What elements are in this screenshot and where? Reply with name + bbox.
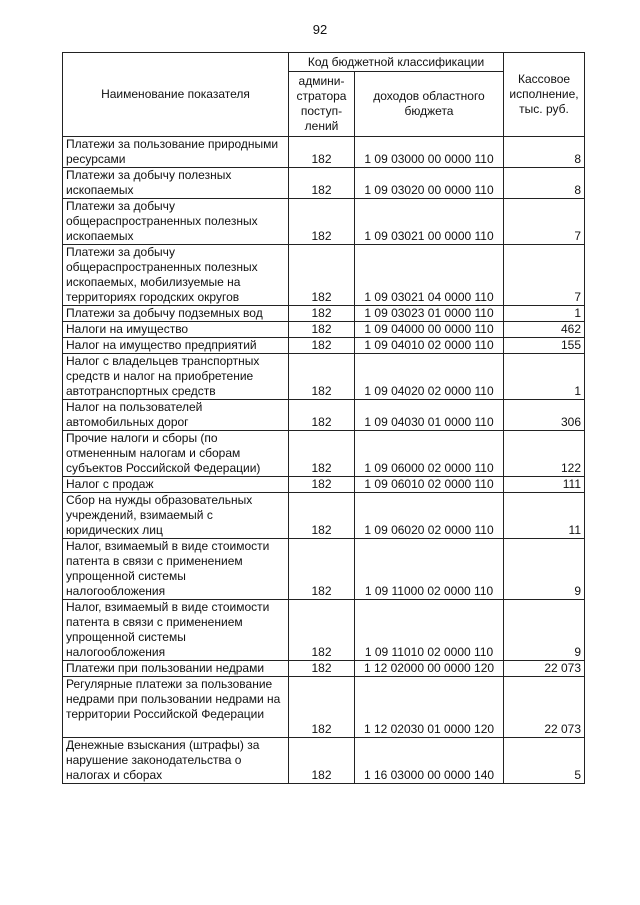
page-number: 92 [312,22,328,37]
amount-cell: 8 [504,137,585,168]
indicator-name-cell: Регулярные платежи за пользование недрами при пользовании недрами на территории Российской Федерации [63,677,289,738]
amount-cell: 1 [504,354,585,400]
amount-cell: 155 [504,338,585,354]
header-revenue-administrator: админи-стратора поступ-лений [289,72,355,137]
indicator-name-cell: Платежи за добычу общераспространенных полезных ископаемых, мобилизуемые на территориях городских округов [63,245,289,306]
revenue-code-cell: 1 12 02030 01 0000 120 [355,677,504,738]
table-row [63,400,585,431]
table-row [63,600,585,661]
indicator-name-cell: Платежи за добычу подземных вод [63,306,289,322]
administrator-code-cell: 182 [289,168,355,199]
amount-cell: 9 [504,600,585,661]
indicator-name-cell: Денежные взыскания (штрафы) за нарушение законодательства о налогах и сборах [63,738,289,784]
table-row [63,354,585,400]
revenue-code-cell: 1 16 03000 00 0000 140 [355,738,504,784]
amount-cell: 122 [504,431,585,477]
indicator-name-cell: Налог на пользователей автомобильных дорог [63,400,289,431]
amount-cell: 22 073 [504,661,585,677]
amount-cell: 22 073 [504,677,585,738]
revenue-code-cell: 1 09 06020 02 0000 110 [355,493,504,539]
amount-cell: 111 [504,477,585,493]
revenue-code-cell: 1 09 04020 02 0000 110 [355,354,504,400]
header-indicator-name: Наименование показателя [63,53,289,137]
indicator-name-cell: Налог, взимаемый в виде стоимости патента в связи с применением упрощенной системы налогообложения [63,600,289,661]
table-row [63,431,585,477]
revenue-code-cell: 1 09 03021 04 0000 110 [355,245,504,306]
administrator-code-cell: 182 [289,338,355,354]
indicator-name-cell: Налог на имущество предприятий [63,338,289,354]
revenue-code-cell: 1 09 11000 02 0000 110 [355,539,504,600]
administrator-code-cell: 182 [289,677,355,738]
administrator-code-cell: 182 [289,199,355,245]
table-row [63,539,585,600]
budget-revenue-table [62,52,585,784]
administrator-code-cell: 182 [289,493,355,539]
amount-cell: 9 [504,539,585,600]
indicator-name-cell: Сбор на нужды образовательных учреждений, взимаемый с юридических лиц [63,493,289,539]
revenue-code-cell: 1 09 06010 02 0000 110 [355,477,504,493]
administrator-code-cell: 182 [289,477,355,493]
indicator-name-cell: Налог с продаж [63,477,289,493]
indicator-name-cell: Налог, взимаемый в виде стоимости патента в связи с применением упрощенной системы налогообложения [63,539,289,600]
revenue-code-cell: 1 09 03000 00 0000 110 [355,137,504,168]
amount-cell: 8 [504,168,585,199]
revenue-code-cell: 1 09 03021 00 0000 110 [355,199,504,245]
table-row [63,168,585,199]
indicator-name-cell: Налоги на имущество [63,322,289,338]
table-row [63,493,585,539]
administrator-code-cell: 182 [289,306,355,322]
header-regional-budget-revenue: доходов областного бюджета [355,72,504,137]
amount-cell: 11 [504,493,585,539]
revenue-code-cell: 1 09 06000 02 0000 110 [355,431,504,477]
amount-cell: 462 [504,322,585,338]
revenue-code-cell: 1 09 04000 00 0000 110 [355,322,504,338]
table-row [63,306,585,322]
revenue-code-cell: 1 12 02000 00 0000 120 [355,661,504,677]
administrator-code-cell: 182 [289,400,355,431]
amount-cell: 5 [504,738,585,784]
table-row [63,477,585,493]
administrator-code-cell: 182 [289,322,355,338]
administrator-code-cell: 182 [289,245,355,306]
administrator-code-cell: 182 [289,137,355,168]
table-row [63,322,585,338]
revenue-code-cell: 1 09 04010 02 0000 110 [355,338,504,354]
administrator-code-cell: 182 [289,661,355,677]
administrator-code-cell: 182 [289,431,355,477]
indicator-name-cell: Прочие налоги и сборы (по отмененным налогам и сборам субъектов Российской Федерации) [63,431,289,477]
table-row [63,338,585,354]
amount-cell: 1 [504,306,585,322]
indicator-name-cell: Платежи за добычу общераспространенных полезных ископаемых [63,199,289,245]
revenue-code-cell: 1 09 11010 02 0000 110 [355,600,504,661]
revenue-code-cell: 1 09 03020 00 0000 110 [355,168,504,199]
header-cash-execution: Кассовое исполнение, тыс. руб. [504,53,585,137]
table-row [63,738,585,784]
administrator-code-cell: 182 [289,354,355,400]
amount-cell: 7 [504,199,585,245]
table-row [63,137,585,168]
table-row [63,661,585,677]
administrator-code-cell: 182 [289,539,355,600]
administrator-code-cell: 182 [289,600,355,661]
indicator-name-cell: Платежи при пользовании недрами [63,661,289,677]
table-row [63,677,585,738]
indicator-name-cell: Платежи за пользование природными ресурсами [63,137,289,168]
revenue-code-cell: 1 09 04030 01 0000 110 [355,400,504,431]
amount-cell: 7 [504,245,585,306]
indicator-name-cell: Налог с владельцев транспортных средств и налог на приобретение автотранспортных средств [63,354,289,400]
table-row [63,245,585,306]
amount-cell: 306 [504,400,585,431]
indicator-name-cell: Платежи за добычу полезных ископаемых [63,168,289,199]
administrator-code-cell: 182 [289,738,355,784]
revenue-code-cell: 1 09 03023 01 0000 110 [355,306,504,322]
table-row [63,199,585,245]
header-budget-classification-code: Код бюджетной классификации [289,53,504,72]
